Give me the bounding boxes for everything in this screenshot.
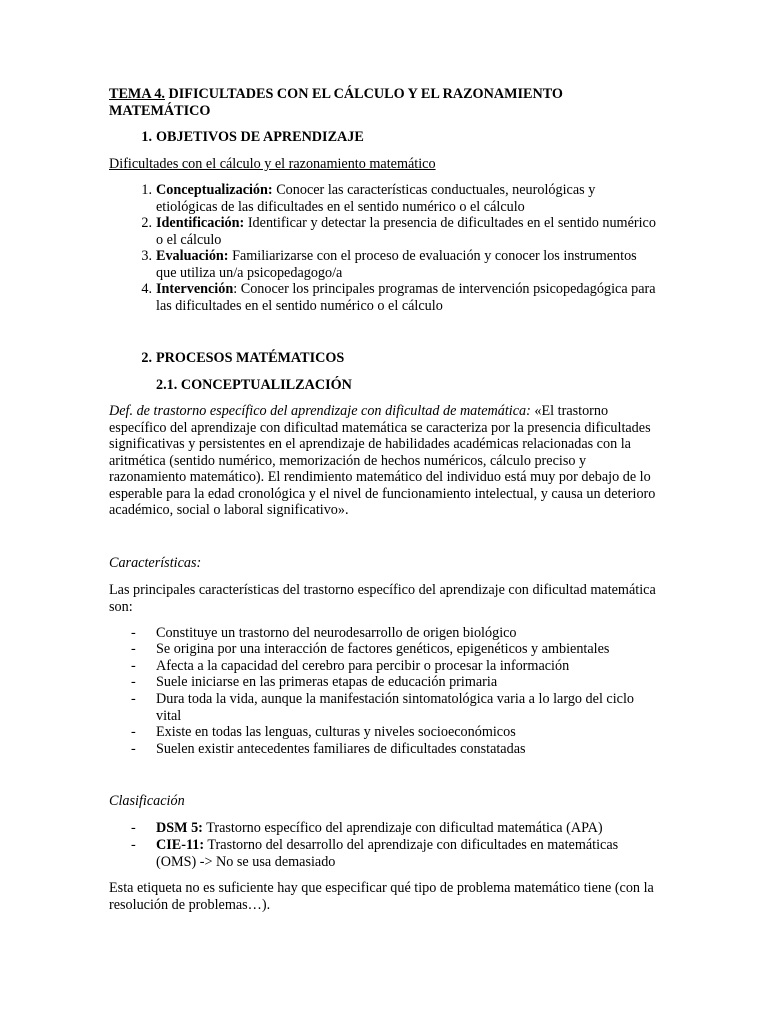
list-item [109, 691, 659, 724]
section1-subheading: Dificultades con el cálculo y el razonamiento matemático [109, 156, 436, 172]
clasificacion-label: Clasificación [109, 793, 185, 809]
clasificacion-item-text: Trastorno específico del aprendizaje con dificultad matemática (APA) [202, 820, 603, 836]
bullet-dash: - [131, 658, 136, 674]
bullet-dash: - [131, 691, 136, 707]
objective-label: Identificación: [156, 215, 245, 231]
bullet-dash: - [131, 625, 136, 641]
section1-heading-text: OBJETIVOS DE APRENDIZAJE [156, 129, 364, 145]
bullet-dash: - [131, 641, 136, 657]
caracteristicas-label: Características: [109, 555, 202, 571]
clasificacion-item-text: Trastorno del desarrollo del aprendizaje con dificultades en matemáticas (OMS) -> No se usa demasiado [156, 837, 619, 870]
list-item-text: Afecta a la capacidad del cerebro para percibir o procesar la información [156, 658, 570, 674]
bullet-dash: - [131, 674, 136, 690]
document-title [109, 86, 659, 119]
bullet-dash: - [131, 724, 136, 740]
objective-label: Intervención [156, 281, 234, 297]
objective-item [109, 182, 659, 215]
list-item-text: Suelen existir antecedentes familiares de dificultades constatadas [156, 741, 526, 757]
section2-subheading [109, 377, 659, 394]
section2-heading-text: PROCESOS MATÉMATICOS [156, 350, 345, 366]
clasificacion-item-label: CIE-11: [156, 837, 205, 853]
objective-text: Identificar y detectar la presencia de dificultades en el sentido numérico o el cálculo [156, 215, 656, 248]
caracteristicas-intro: Las principales características del trastorno específico del aprendizaje con dificultad matemática son: [109, 582, 656, 615]
objective-item [109, 215, 659, 248]
definition-label: Def. de trastorno específico del aprendizaje con dificultad de matemática: [109, 403, 531, 419]
list-item [109, 724, 659, 741]
objective-item [109, 281, 659, 314]
clasificacion-item [109, 820, 659, 837]
clasificacion-item [109, 837, 659, 870]
list-item-text: Constituye un trastorno del neurodesarrollo de origen biológico [156, 625, 517, 641]
objective-number: 1. [141, 182, 152, 198]
list-item-text: Suele iniciarse en las primeras etapas de educación primaria [156, 674, 498, 690]
definition-paragraph [109, 403, 659, 519]
bullet-dash: - [131, 741, 136, 757]
definition-text: «El trastorno específico del aprendizaje con dificultad matemática se caracteriza por la presencia dificultades significativas y persistentes en el aprendizaje de habilidades académicas relacionadas con la aritmética (sentido numérico, memorización de hechos numéricos, cálculo preciso y razonamiento matemático). El rendimiento matemático del individuo está muy por debajo de lo esperable para la edad cronológica y el nivel de funcionamiento intelectual, y causa un deterioro académico, social o laboral significativo». [109, 403, 656, 518]
list-item [109, 674, 659, 691]
section2-subheading-text: 2.1. CONCEPTUALILZACIÓN [156, 377, 352, 393]
list-item [109, 641, 659, 658]
section2-heading [109, 350, 659, 367]
objective-text: Conocer las características conductuales, neurológicas y etiológicas de las dificultades en el sentido numérico o el cálculo [156, 182, 596, 215]
objective-text: Familiarizarse con el proceso de evaluación y conocer los instrumentos que utiliza un/a psicopedagogo/a [156, 248, 637, 281]
objective-label: Conceptualización: [156, 182, 273, 198]
title-prefix: TEMA 4. [109, 86, 165, 102]
bullet-dash: - [131, 837, 136, 853]
list-item [109, 658, 659, 675]
objective-number: 4. [141, 281, 152, 297]
section1-number: 1. [141, 129, 152, 145]
objective-text: : Conocer los principales programas de intervención psicopedagógica para las dificultades en el sentido numérico o el cálculo [156, 281, 656, 314]
list-item [109, 741, 659, 758]
list-item [109, 625, 659, 642]
objective-number: 3. [141, 248, 152, 264]
section1-heading [109, 129, 659, 146]
objective-number: 2. [141, 215, 152, 231]
title-rest: DIFICULTADES CON EL CÁLCULO Y EL RAZONAMIENTO MATEMÁTICO [109, 86, 563, 119]
closing-paragraph: Esta etiqueta no es suficiente hay que especificar qué tipo de problema matemático tiene (con la resolución de problemas…). [109, 880, 654, 913]
objective-label: Evaluación: [156, 248, 229, 264]
section2-number: 2. [141, 350, 152, 366]
list-item-text: Existe en todas las lenguas, culturas y niveles socioeconómicos [156, 724, 516, 740]
list-item-text: Dura toda la vida, aunque la manifestación sintomatológica varia a lo largo del ciclo vital [156, 691, 635, 724]
bullet-dash: - [131, 820, 136, 836]
clasificacion-item-label: DSM 5: [156, 820, 203, 836]
list-item-text: Se origina por una interacción de factores genéticos, epigenéticos y ambientales [156, 641, 610, 657]
objective-item [109, 248, 659, 281]
